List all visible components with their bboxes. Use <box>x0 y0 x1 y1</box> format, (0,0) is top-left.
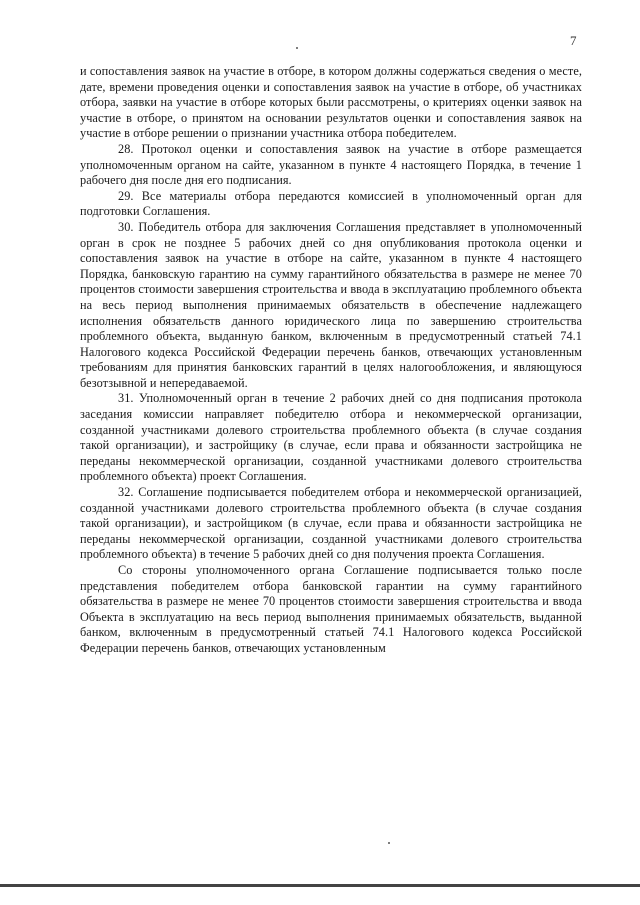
paragraph-30: 30. Победитель отбора для заключения Соглашения представляет в уполномоченный орган в срок не позднее 5 рабочих дней со дня опубликования протокола оценки и сопоставления заявок на участие в отборе на сайте, указанном в пункте 4 настоящего Порядка, банковскую гарантию на сумму гарантийного обязательства в размере не менее 70 процентов стоимости завершения строительства и ввода в эксплуатацию проблемного объекта на весь период выполнения принимаемых обязательств в обеспечение надлежащего исполнения обязательств данного юридического лица по завершению строительства проблемного объекта, выданную банком, включенным в предусмотренный статьей 74.1 Налогового кодекса Российской Федерации перечень банков, отвечающих установленным требованиям для принятия банковских гарантий в целях налогообложения, и являющуюся безотзывной и непередаваемой. <box>80 219 582 390</box>
paragraph-32: 32. Соглашение подписывается победителем отбора и некоммерческой организацией, созданной участниками долевого строительства проблемного объекта (в случае создания такой организации), и застройщиком (в случае, если права и обязанности застройщика не переданы некоммерческой организации, созданной участниками долевого строительства проблемного объекта) в течение 5 рабочих дней со дня получения проекта Соглашения. <box>80 485 582 562</box>
scan-edge-bar <box>0 884 640 887</box>
paragraph-29: 29. Все материалы отбора передаются комиссией в уполномоченный орган для подготовки Соглашения. <box>80 188 582 219</box>
scan-speck <box>296 47 298 49</box>
scan-speck <box>388 842 390 844</box>
paragraph-32-continuation: Со стороны уполномоченного органа Соглашение подписывается только после представления победителем отбора банковской гарантии на сумму гарантийного обязательства в размере не менее 70 процентов стоимости завершения строительства и ввода Объекта в эксплуатацию на весь период выполнения принимаемых обязательств, выданной банком, включенным в предусмотренный статьей 74.1 Налогового кодекса Российской Федерации перечень банков, отвечающих установленным <box>80 563 582 655</box>
paragraph-continuation: и сопоставления заявок на участие в отборе, в котором должны содержаться сведения о месте, дате, времени проведения оценки и сопоставления заявок на участие в отборе, об участниках отбора, заявки на участие в отборе которых были рассмотрены, о критериях оценки заявок на участие в отборе, о принятом на основании результатов оценки и сопоставления заявок на участие в отборе решении о признании участника отбора победителем. <box>80 64 582 141</box>
document-body <box>80 64 582 657</box>
paragraph-31: 31. Уполномоченный орган в течение 2 рабочих дней со дня подписания протокола заседания комиссии направляет победителю отбора и некоммерческой организации, созданной участниками долевого строительства проблемного объекта (в случае создания такой организации), и застройщику (в случае, если права и обязанности застройщика не переданы некоммерческой организации, созданной участниками долевого строительства проблемного объекта) проект Соглашения. <box>80 391 582 484</box>
paragraph-28: 28. Протокол оценки и сопоставления заявок на участие в отборе размещается уполномоченным органом на сайте, указанном в пункте 4 настоящего Порядка, в течение 1 рабочего дня после дня его подписания. <box>80 141 582 188</box>
page-number: 7 <box>570 33 577 48</box>
